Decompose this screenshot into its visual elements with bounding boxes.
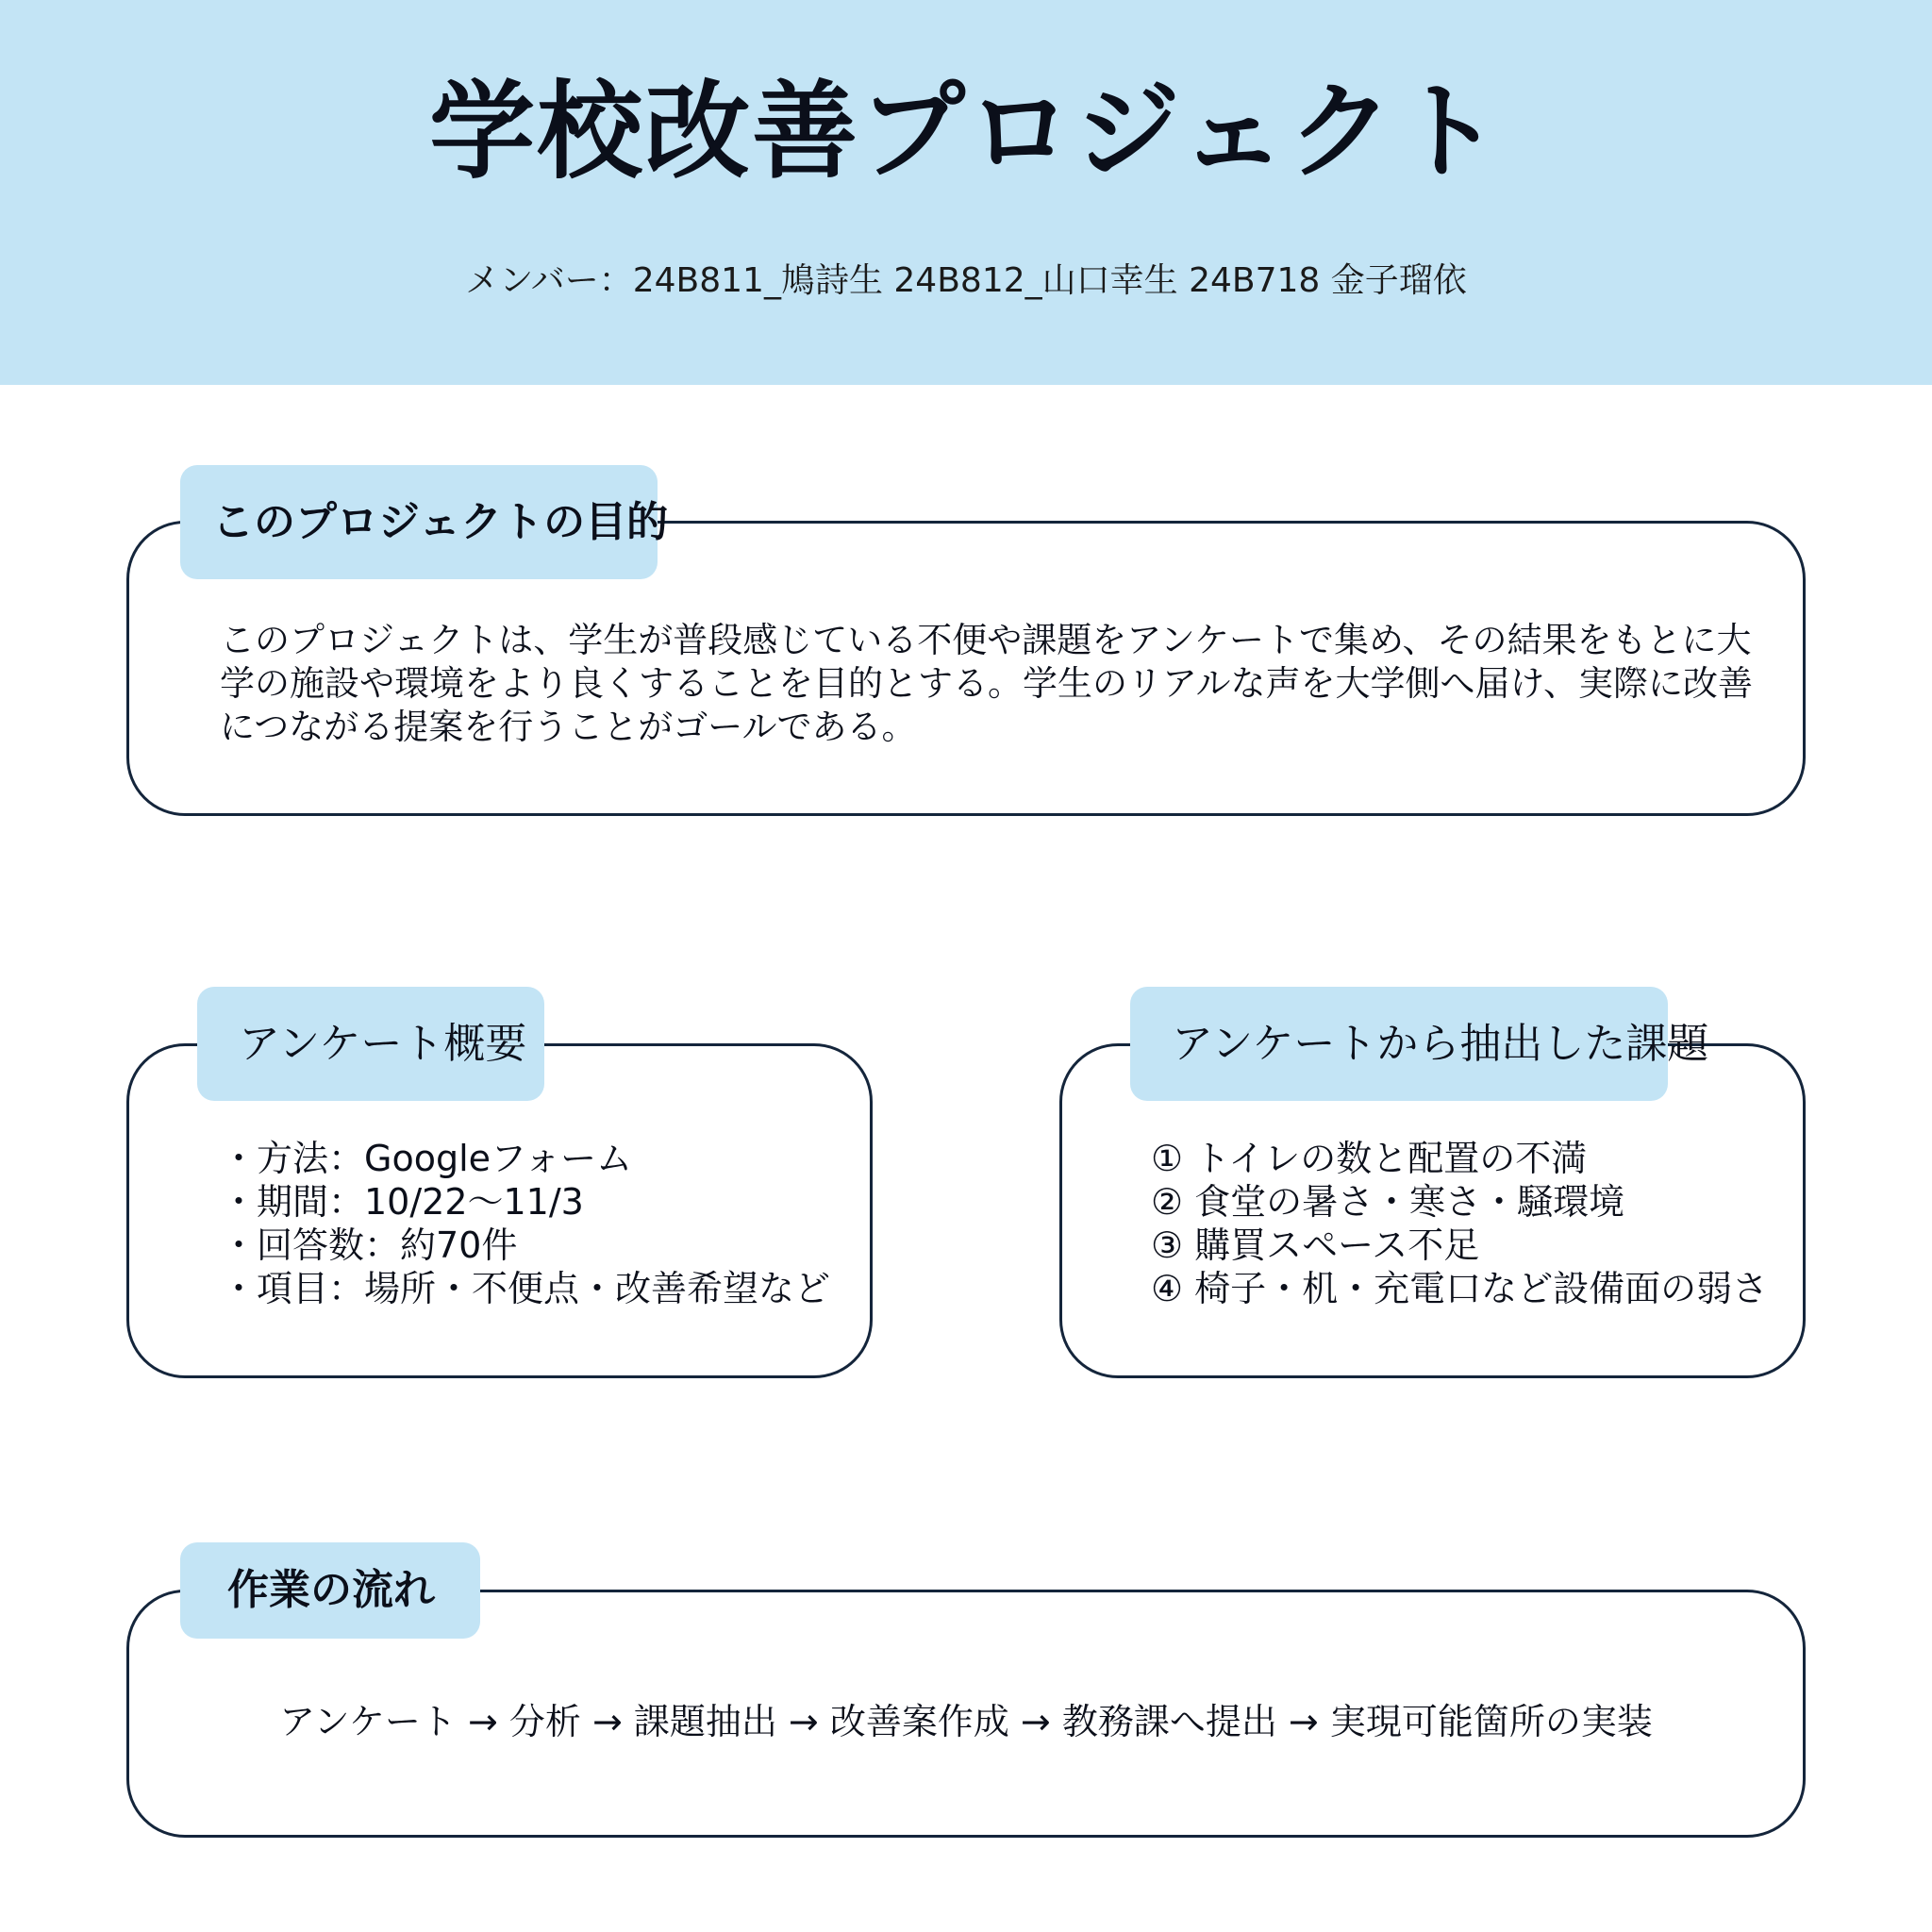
list-item: ・期間：10/22〜11/3 — [221, 1181, 584, 1223]
list-item: ④ 椅子・机・充電口など設備面の弱さ — [1151, 1268, 1769, 1309]
list-item: ① トイレの数と配置の不満 — [1151, 1138, 1588, 1179]
purpose-body: このプロジェクトは、学生が普段感じている不便や課題をアンケートで集め、その結果をもとに大学の施設や環境をより良くすることを目的とする。学生のリアルな声を大学側へ届け、実際に改善につながる提案を行うことがゴールである。 — [220, 620, 1754, 747]
member-list: メンバー：24B811_鳩詩生 24B812_山口幸生 24B718 金子瑠依 — [465, 261, 1467, 300]
purpose-heading: このプロジェクトの目的 — [180, 465, 658, 579]
issues-list — [1151, 1137, 1768, 1310]
list-item: ② 食堂の暑さ・寒さ・騒環境 — [1151, 1181, 1625, 1223]
list-item: ・項目：場所・不便点・改善希望など — [221, 1268, 831, 1309]
survey-heading: アンケート概要 — [197, 987, 544, 1101]
survey-list — [221, 1137, 830, 1310]
header-banner — [0, 0, 1932, 385]
list-item: ・方法：Googleフォーム — [221, 1138, 633, 1179]
list-item: ・回答数：約70件 — [221, 1224, 518, 1266]
workflow-heading: 作業の流れ — [180, 1542, 480, 1639]
issues-heading: アンケートから抽出した課題 — [1130, 987, 1668, 1101]
page-title: 学校改善プロジェクト — [429, 71, 1503, 193]
workflow-steps: アンケート → 分析 → 課題抽出 → 改善案作成 → 教務課へ提出 → 実現可能箇所の実装 — [279, 1701, 1653, 1742]
list-item: ③ 購買スペース不足 — [1151, 1224, 1480, 1266]
